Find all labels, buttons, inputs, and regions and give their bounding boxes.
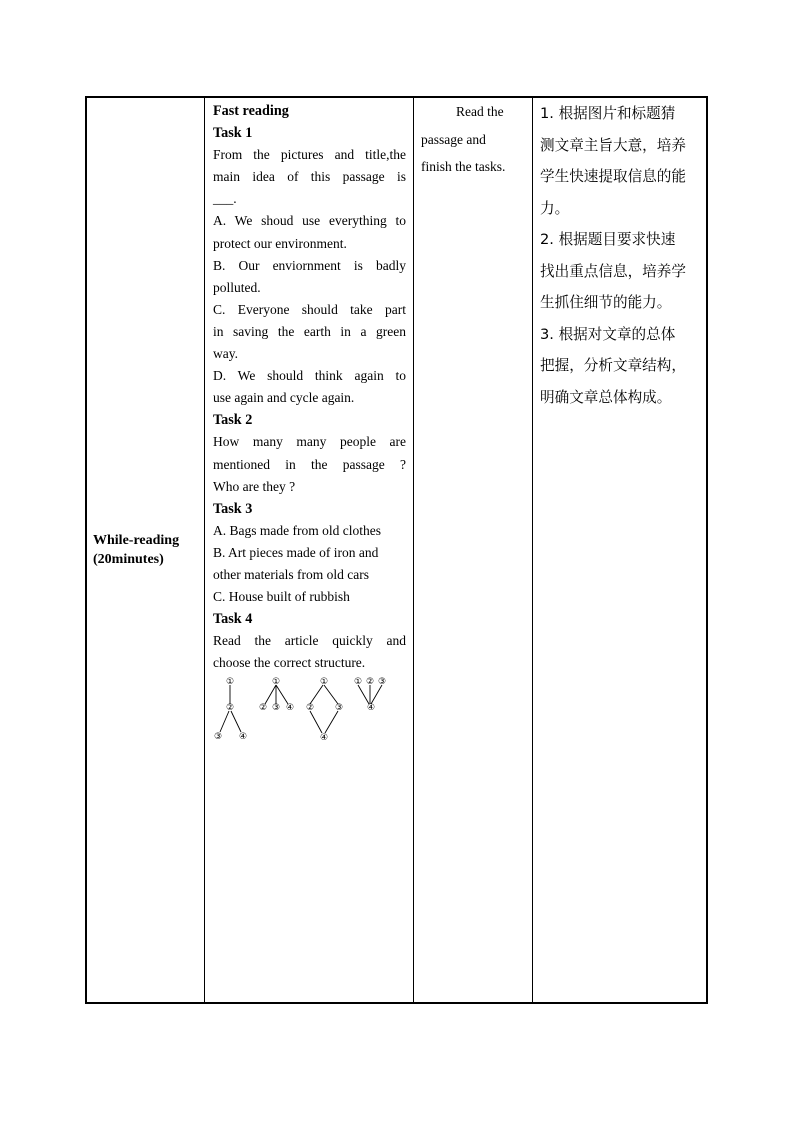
content-cell — [213, 100, 406, 674]
structure-diagrams — [215, 676, 395, 752]
activity-line: passage and — [421, 131, 486, 147]
task3-item: other materials from old cars — [213, 566, 369, 582]
purpose-item-2: 生抓住细节的能力。 — [540, 294, 672, 311]
task3-label: Task 3 — [213, 500, 253, 517]
structure-node: ① — [353, 677, 363, 687]
lesson-plan-table — [85, 96, 708, 1004]
structure-node: ② — [258, 703, 268, 713]
purpose-item-1: 力。 — [540, 199, 570, 217]
task2-question: Who are they ? — [213, 478, 296, 494]
task1-option-c: in saving the earth in a green — [213, 323, 406, 339]
column-divider — [532, 98, 533, 1002]
stage-duration: (20minutes) — [93, 552, 164, 567]
task1-option-c: way. — [213, 346, 238, 362]
structure-node: ② — [365, 677, 375, 687]
activity-cell — [421, 98, 525, 181]
purpose-item-3: 把握，分析文章结构， — [540, 357, 686, 374]
purpose-cell — [540, 98, 705, 413]
structure-node: ③ — [213, 732, 223, 742]
purpose-item-1: 学生快速提取信息的能 — [540, 168, 686, 185]
structure-node: ④ — [319, 733, 329, 743]
task1-option-a: A. We shoud use everything to — [213, 213, 406, 229]
task3-item: A. Bags made from old clothes — [213, 522, 381, 538]
structure-node: ③ — [377, 677, 387, 687]
purpose-item-3: 明确文章总体构成。 — [540, 388, 672, 406]
task3-item: B. Art pieces made of iron and — [213, 544, 379, 560]
activity-line: Read the — [456, 104, 504, 119]
structure-node: ① — [319, 677, 329, 687]
purpose-item-2: 找出重点信息，培养学 — [540, 262, 686, 280]
task1-label: Task 1 — [213, 125, 253, 142]
task1-question: From the pictures and title,the — [213, 147, 406, 163]
task3-item: C. House built of rubbish — [213, 589, 350, 605]
purpose-item-1: 测文章主旨大意，培养 — [540, 136, 686, 154]
task1-option-a: protect our environment. — [213, 235, 347, 251]
task4-instruction: choose the correct structure. — [213, 655, 366, 671]
task2-question: How many many people are — [213, 434, 406, 450]
structure-node: ① — [225, 677, 235, 687]
task1-question-blank: ___. — [213, 191, 237, 207]
structure-node: ① — [271, 677, 281, 687]
structure-node: ④ — [238, 732, 248, 742]
column-divider — [413, 98, 414, 1002]
purpose-item-3: 3. 根据对文章的总体 — [540, 325, 676, 343]
task2-label: Task 2 — [213, 412, 253, 429]
task1-option-d: use again and cycle again. — [213, 390, 355, 406]
task2-question: mentioned in the passage ? — [213, 456, 406, 472]
task1-option-b: B. Our enviornment is badly — [213, 257, 406, 273]
activity-line: finish the tasks. — [421, 159, 506, 174]
structure-node: ② — [305, 703, 315, 713]
task4-instruction: Read the article quickly and — [213, 633, 406, 649]
section-heading: Fast reading — [213, 103, 289, 119]
stage-title: While-reading — [93, 533, 180, 548]
structure-node: ③ — [334, 703, 344, 713]
task1-option-b: polluted. — [213, 279, 261, 295]
structure-options-diagram — [215, 676, 395, 752]
structure-node: ③ — [271, 703, 281, 713]
stage-cell — [87, 98, 204, 1002]
stage-label — [87, 531, 204, 569]
purpose-item-2: 2. 根据题目要求快速 — [540, 231, 676, 248]
task4-label: Task 4 — [213, 611, 253, 628]
column-divider — [204, 98, 205, 1002]
structure-node: ② — [225, 703, 235, 713]
task1-option-c: C. Everyone should take part — [213, 301, 406, 317]
task1-question: main idea of this passage is — [213, 169, 406, 185]
structure-node: ④ — [285, 703, 295, 713]
structure-node: ④ — [366, 703, 376, 713]
task1-option-d: D. We should think again to — [213, 368, 406, 384]
purpose-item-1: 1. 根据图片和标题猜 — [540, 105, 676, 122]
